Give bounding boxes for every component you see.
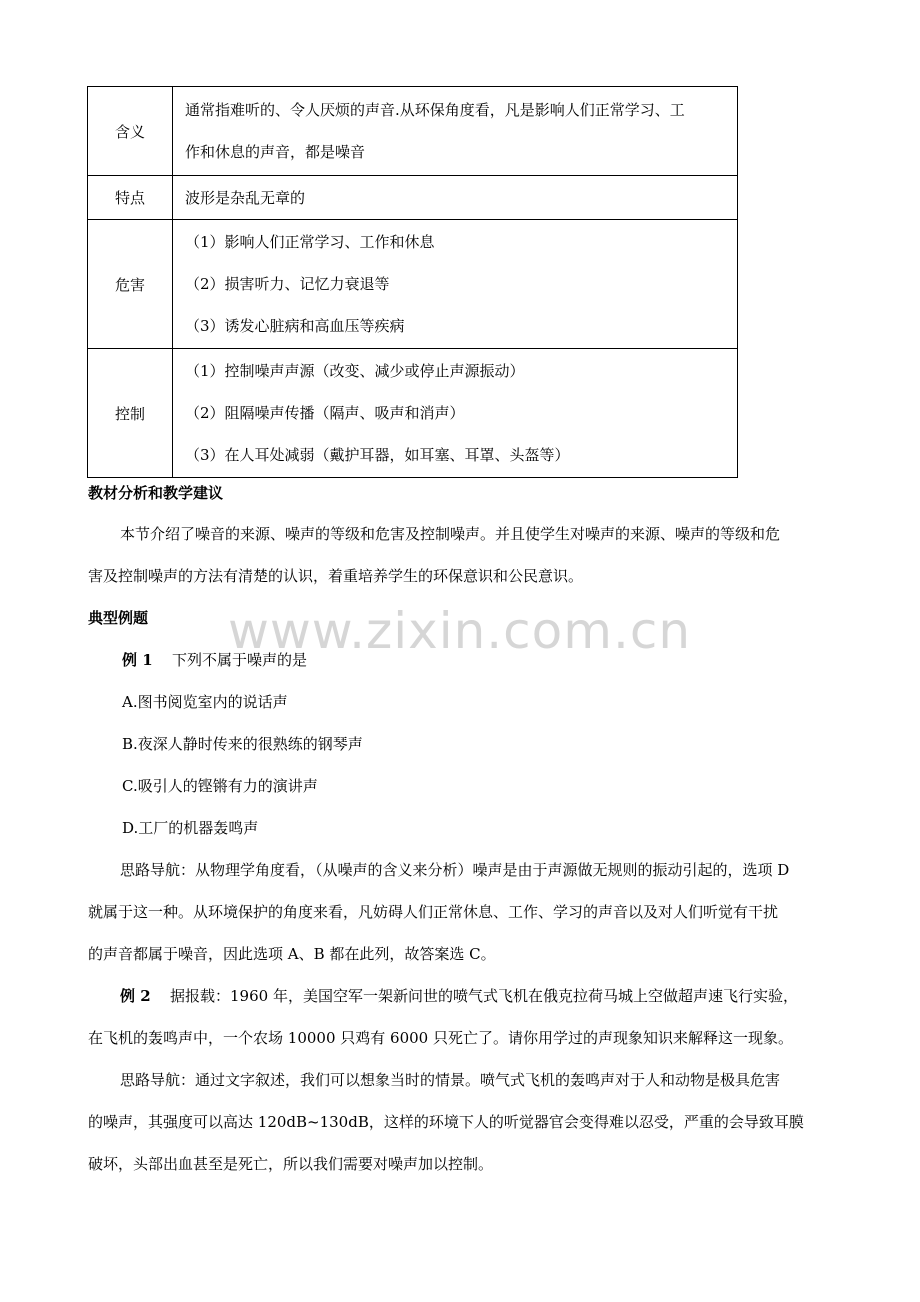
row-line: （3）诱发心脏病和高血压等疾病 bbox=[185, 317, 405, 335]
analysis-heading: 教材分析和教学建议 bbox=[88, 484, 224, 502]
analysis-line: 害及控制噪声的方法有清楚的认识，着重培养学生的环保意识和公民意识。 bbox=[88, 567, 584, 585]
row-label: 特点 bbox=[88, 176, 173, 220]
example2-label: 例 2 bbox=[120, 987, 151, 1005]
row-content bbox=[173, 87, 738, 176]
row-line: （1）控制噪声声源（改变、减少或停止声源振动） bbox=[185, 362, 525, 380]
row-line: 作和休息的声音，都是噪音 bbox=[185, 143, 366, 161]
row-content bbox=[173, 349, 738, 478]
example1-label: 例 1 bbox=[122, 651, 153, 669]
table-row-feature bbox=[88, 176, 738, 220]
watermark: www.zixin.com.cn bbox=[228, 602, 692, 660]
row-label: 控制 bbox=[88, 349, 173, 478]
example1-analysis-line: 思路导航：从物理学角度看，（从噪声的含义来分析）噪声是由于声源做无规则的振动引起的，选项 D bbox=[120, 861, 790, 879]
row-line: 通常指难听的、令人厌烦的声音.从环保角度看，凡是影响人们正常学习、工 bbox=[185, 101, 685, 119]
table-row-harm bbox=[88, 220, 738, 349]
row-line: （2）阻隔噪声传播（隔声、吸声和消声） bbox=[185, 404, 465, 422]
examples-heading: 典型例题 bbox=[88, 609, 149, 627]
option-b: B.夜深人静时传来的很熟练的钢琴声 bbox=[122, 735, 363, 753]
example1-analysis-line: 的声音都属于噪音，因此选项 A、B 都在此列，故答案选 C。 bbox=[88, 945, 496, 963]
example1-question: 下列不属于噪声的是 bbox=[172, 651, 308, 669]
example2-analysis-line: 破坏，头部出血甚至是死亡，所以我们需要对噪声加以控制。 bbox=[88, 1155, 494, 1173]
table-row-meaning bbox=[88, 87, 738, 176]
table-row-control bbox=[88, 349, 738, 478]
analysis-line: 本节介绍了噪音的来源、噪声的等级和危害及控制噪声。并且使学生对噪声的来源、噪声的等级和危 bbox=[120, 525, 781, 543]
row-line: （1）影响人们正常学习、工作和休息 bbox=[185, 233, 435, 251]
example1-analysis-line: 就属于这一种。从环境保护的角度来看，凡妨碍人们正常休息、工作、学习的声音以及对人们听觉有干扰 bbox=[88, 903, 779, 921]
row-line: （2）损害听力、记忆力衰退等 bbox=[185, 275, 390, 293]
noise-info-table bbox=[87, 86, 738, 478]
option-a: A.图书阅览室内的说话声 bbox=[122, 693, 288, 711]
option-d: D.工厂的机器轰鸣声 bbox=[122, 819, 259, 837]
example2-question-line: 在飞机的轰鸣声中，一个农场 10000 只鸡有 6000 只死亡了。请你用学过的声现象知识来解释这一现象。 bbox=[88, 1029, 793, 1047]
row-content bbox=[173, 220, 738, 349]
option-c: C.吸引人的铿锵有力的演讲声 bbox=[122, 777, 318, 795]
example2-question-line: 据报载：1960 年，美国空军一架新问世的喷气式飞机在俄克拉荷马城上空做超声速飞行实验， bbox=[170, 987, 798, 1005]
row-content bbox=[173, 176, 738, 220]
example2-analysis-line: 思路导航：通过文字叙述，我们可以想象当时的情景。喷气式飞机的轰鸣声对于人和动物是极具危害 bbox=[120, 1071, 781, 1089]
row-label: 含义 bbox=[88, 87, 173, 176]
row-line: （3）在人耳处减弱（戴护耳器，如耳塞、耳罩、头盔等） bbox=[185, 446, 570, 464]
row-label: 危害 bbox=[88, 220, 173, 349]
row-line: 波形是杂乱无章的 bbox=[185, 188, 306, 207]
example2-analysis-line: 的噪声，其强度可以高达 120dB~130dB，这样的环境下人的听觉器官会变得难以忍受，严重的会导致耳膜 bbox=[88, 1113, 804, 1131]
